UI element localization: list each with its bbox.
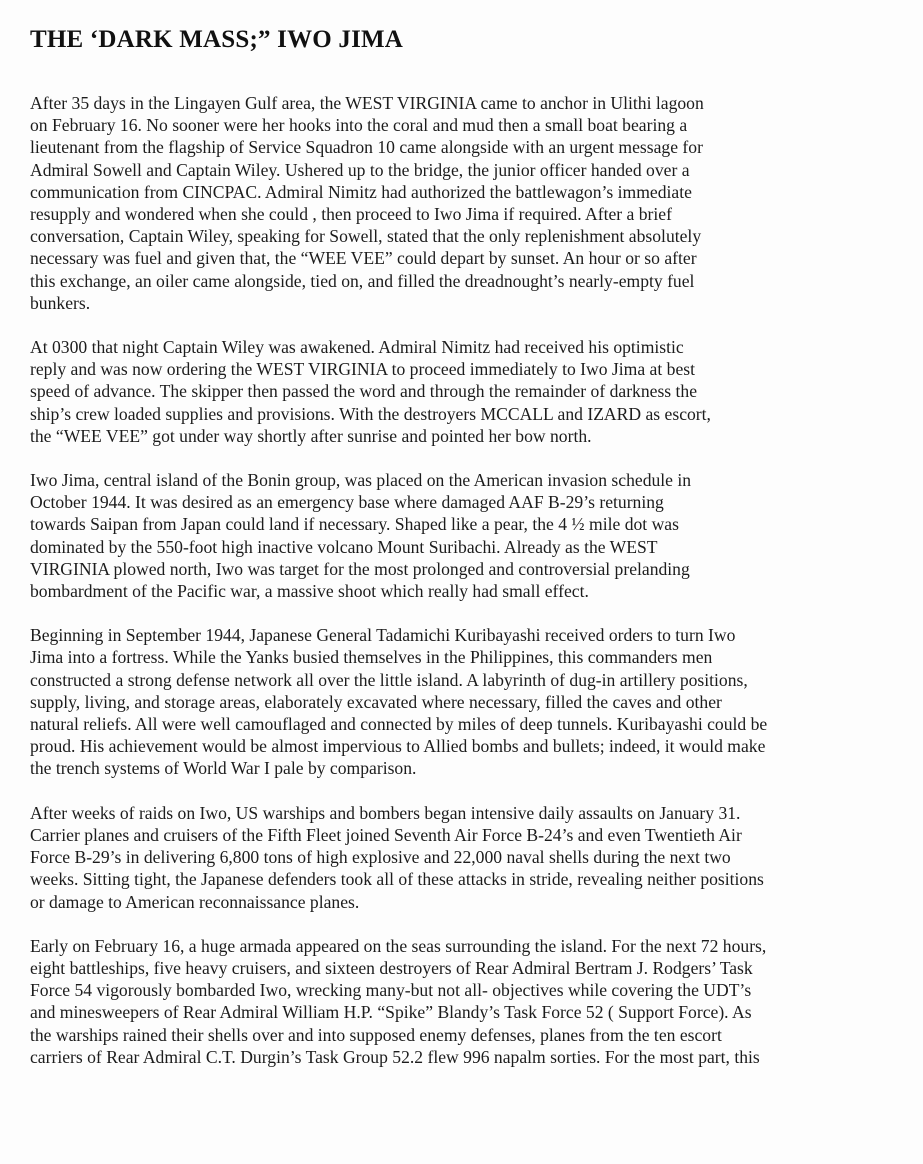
text-line: weeks. Sitting tight, the Japanese defenders took all of these attacks in stride, revealing neither positions [30,869,764,890]
text-line: Admiral Sowell and Captain Wiley. Ushered up to the bridge, the junior officer handed over a [30,159,690,180]
text-line: dominated by the 550-foot high inactive volcano Mount Suribachi. Already as the WEST [30,536,658,557]
text-line: on February 16. No sooner were her hooks into the coral and mud then a small boat bearing a [30,115,688,136]
text-line: Force B-29’s in delivering 6,800 tons of high explosive and 22,000 naval shells during the next two [30,847,731,868]
text-line: At 0300 that night Captain Wiley was awakened. Admiral Nimitz had received his optimistic [30,337,684,358]
paragraph-6 [30,935,910,1068]
paragraph-1 [30,92,910,314]
text-line: After 35 days in the Lingayen Gulf area, the WEST VIRGINIA came to anchor in Ulithi lagoon [30,93,704,113]
text-line: Jima into a fortress. While the Yanks busied themselves in the Philippines, this commanders men [30,647,713,668]
text-line: conversation, Captain Wiley, speaking for Sowell, stated that the only replenishment absolutely [30,226,702,247]
text-line: resupply and wondered when she could , then proceed to Iwo Jima if required. After a brief [30,204,672,225]
text-line: or damage to American reconnaissance planes. [30,891,360,912]
text-line: ship’s crew loaded supplies and provisions. With the destroyers MCCALL and IZARD as escort, [30,403,711,424]
text-line: this exchange, an oiler came alongside, tied on, and filled the dreadnought’s nearly-empty fuel [30,270,695,291]
text-line: Beginning in September 1944, Japanese General Tadamichi Kuribayashi received orders to turn Iwo [30,625,736,646]
text-line: After weeks of raids on Iwo, US warships and bombers began intensive daily assaults on January 31. [30,802,741,823]
text-line: the trench systems of World War I pale by comparison. [30,758,417,779]
text-line: Force 54 vigorously bombarded Iwo, wrecking many-but not all- objectives while covering the UDT’s [30,980,752,1001]
text-line: Carrier planes and cruisers of the Fifth Fleet joined Seventh Air Force B-24’s and even Twentieth Air [30,824,742,845]
text-line: Early on February 16, a huge armada appeared on the seas surrounding the island. For the next 72 hours, [30,935,767,956]
text-line: Iwo Jima, central island of the Bonin group, was placed on the American invasion schedule in [30,470,692,491]
text-line: eight battleships, five heavy cruisers, and sixteen destroyers of Rear Admiral Bertram J. Rodgers’ Task [30,957,753,978]
text-line: bunkers. [30,292,91,313]
text-line: towards Saipan from Japan could land if necessary. Shaped like a pear, the 4 ½ mile dot was [30,514,679,535]
text-line: proud. His achievement would be almost impervious to Allied bombs and bullets; indeed, it would make [30,736,766,757]
text-line: supply, living, and storage areas, elaborately excavated where necessary, filled the caves and other [30,691,722,712]
text-line: necessary was fuel and given that, the “WEE VEE” could depart by sunset. An hour or so after [30,248,697,269]
paragraph-3 [30,469,910,602]
document-body [30,92,910,1090]
text-line: lieutenant from the flagship of Service Squadron 10 came alongside with an urgent message for [30,137,703,158]
paragraph-5 [30,802,910,913]
text-line: bombardment of the Pacific war, a massive shoot which really had small effect. [30,581,589,602]
document-title: THE ‘DARK MASS;” IWO JIMA [30,26,404,53]
paragraph-2 [30,336,910,447]
text-line: the “WEE VEE” got under way shortly after sunrise and pointed her bow north. [30,425,592,446]
paragraph-4 [30,624,910,779]
text-line: natural reliefs. All were well camouflaged and connected by miles of deep tunnels. Kuribayashi could be [30,714,768,735]
text-line: communication from CINCPAC. Admiral Nimitz had authorized the battlewagon’s immediate [30,181,692,202]
text-line: October 1944. It was desired as an emergency base where damaged AAF B-29’s returning [30,492,664,513]
text-line: VIRGINIA plowed north, Iwo was target for the most prolonged and controversial prelanding [30,558,690,579]
text-line: reply and was now ordering the WEST VIRGINIA to proceed immediately to Iwo Jima at best [30,359,695,380]
text-line: carriers of Rear Admiral C.T. Durgin’s Task Group 52.2 flew 996 napalm sorties. For the most part, this [30,1046,760,1067]
text-line: constructed a strong defense network all over the little island. A labyrinth of dug-in artillery positions, [30,669,748,690]
text-line: and minesweepers of Rear Admiral William H.P. “Spike” Blandy’s Task Force 52 ( Support Force). As [30,1002,752,1023]
text-line: speed of advance. The skipper then passed the word and through the remainder of darkness the [30,381,698,402]
text-line: the warships rained their shells over and into supposed enemy defenses, planes from the ten escort [30,1024,722,1045]
